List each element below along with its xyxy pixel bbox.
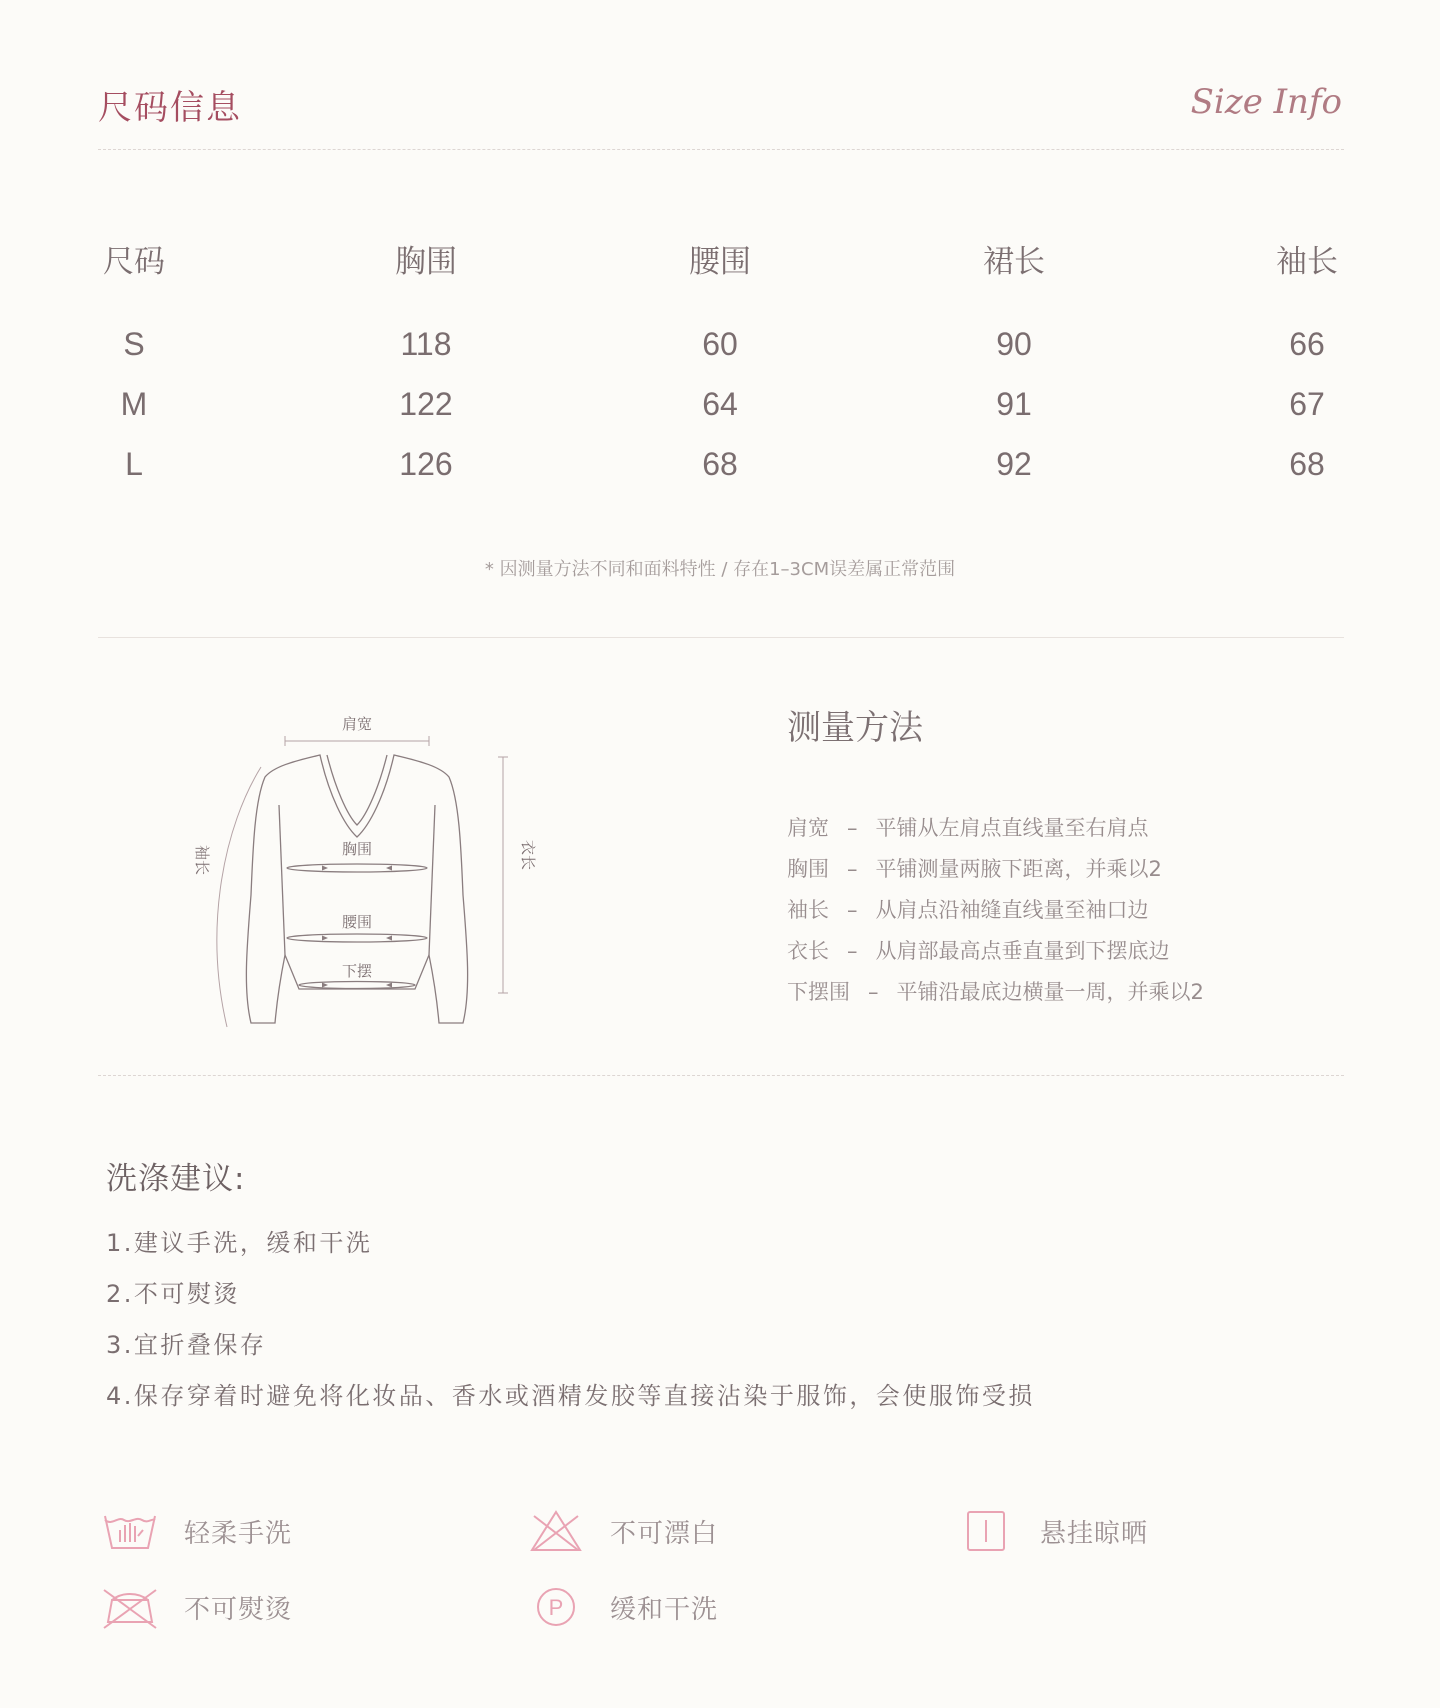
measure-sep: – — [868, 980, 879, 1004]
size-cell: M — [120, 386, 148, 422]
measure-list — [787, 812, 1204, 1017]
list-item — [787, 935, 1204, 976]
waist-cell: 68 — [702, 446, 738, 482]
list-item: 2.不可熨烫 — [106, 1280, 240, 1308]
skirt-length-cell: 90 — [996, 326, 1032, 362]
measure-sep: – — [847, 857, 858, 881]
list-item — [787, 853, 1204, 894]
page-title: 尺码信息 — [98, 88, 242, 128]
care-dry-clean — [528, 1584, 718, 1630]
diagram-label-sleeve: 袖长 — [193, 844, 211, 876]
measure-name: 胸围 — [787, 857, 829, 881]
care-label: 轻柔手洗 — [184, 1518, 293, 1549]
sleeve-cell: 66 — [1289, 326, 1325, 362]
hang-dry-icon — [958, 1508, 1014, 1554]
care-label: 悬挂晾晒 — [1040, 1518, 1149, 1549]
measure-sep: – — [847, 898, 858, 922]
size-cell: L — [125, 446, 143, 482]
measure-desc: 平铺从左肩点直线量至右肩点 — [875, 816, 1149, 840]
care-hang-dry — [958, 1508, 1148, 1554]
care-label: 不可熨烫 — [184, 1594, 293, 1625]
column-header-sleeve: 袖长 — [1276, 244, 1338, 280]
measure-desc: 从肩点沿袖缝直线量至袖口边 — [875, 898, 1149, 922]
chest-cell: 126 — [399, 446, 453, 482]
section-divider — [98, 637, 1344, 638]
measure-sep: – — [847, 939, 858, 963]
header-divider — [98, 149, 1344, 150]
wash-list — [106, 1223, 1035, 1427]
waist-cell: 64 — [702, 386, 738, 422]
right-side-seam — [429, 805, 435, 955]
care-label: 不可漂白 — [610, 1518, 719, 1549]
measure-name: 衣长 — [787, 939, 829, 963]
list-item: 4.保存穿着时避免将化妆品、香水或酒精发胶等直接沾染于服饰，会使服饰受损 — [106, 1382, 1035, 1410]
diagram-label-shoulder: 肩宽 — [341, 715, 373, 733]
tolerance-note: * 因测量方法不同和面料特性 / 存在1–3CM误差属正常范围 — [484, 559, 956, 580]
diagram-label-hem: 下摆 — [341, 962, 373, 980]
page-title-en: Size Info — [1190, 82, 1342, 122]
list-item: 1.建议手洗，缓和干洗 — [106, 1229, 373, 1257]
chest-cell: 122 — [399, 386, 453, 422]
wash-title: 洗涤建议: — [106, 1161, 246, 1197]
care-no-iron — [102, 1584, 292, 1630]
size-cell: S — [123, 326, 145, 362]
table-row — [104, 446, 1344, 506]
hand-wash-icon — [102, 1508, 158, 1554]
list-item — [787, 812, 1204, 853]
measure-desc: 平铺测量两腋下距离，并乘以2 — [875, 857, 1162, 881]
size-table-header — [104, 236, 1344, 326]
column-header-waist: 腰围 — [689, 244, 751, 280]
measure-desc: 从肩部最高点垂直量到下摆底边 — [875, 939, 1170, 963]
measure-sep: – — [847, 816, 858, 840]
column-header-size: 尺码 — [103, 244, 165, 280]
measure-title: 测量方法 — [787, 708, 923, 748]
chest-cell: 118 — [400, 326, 452, 362]
left-side-seam — [279, 805, 285, 955]
list-item — [787, 894, 1204, 935]
care-no-bleach — [528, 1508, 718, 1554]
skirt-length-cell: 91 — [996, 386, 1032, 422]
sleeve-cell: 68 — [1289, 446, 1325, 482]
diagram-label-chest: 胸围 — [341, 840, 373, 858]
waist-cell: 60 — [702, 326, 738, 362]
measure-desc: 平铺沿最底边横量一周，并乘以2 — [896, 980, 1204, 1004]
no-iron-icon — [102, 1584, 158, 1630]
dry-clean-icon — [528, 1584, 584, 1630]
care-hand-wash — [102, 1508, 292, 1554]
care-label: 缓和干洗 — [610, 1594, 719, 1625]
garment-outline — [246, 755, 467, 1023]
no-bleach-icon — [528, 1508, 584, 1554]
measure-name: 肩宽 — [787, 816, 829, 840]
section-divider-dashed — [98, 1075, 1344, 1076]
size-table — [104, 236, 1344, 506]
diagram-label-waist: 腰围 — [341, 913, 373, 931]
list-item — [787, 976, 1204, 1017]
skirt-length-cell: 92 — [996, 446, 1032, 482]
table-row — [104, 326, 1344, 386]
sleeve-cell: 67 — [1289, 386, 1325, 422]
garment-measurement-diagram — [185, 705, 545, 1035]
diagram-label-length: 衣长 — [519, 839, 537, 871]
list-item: 3.宜折叠保存 — [106, 1331, 267, 1359]
measure-name: 下摆围 — [787, 980, 850, 1004]
measure-name: 袖长 — [787, 898, 829, 922]
table-row — [104, 386, 1344, 446]
column-header-skirt-length: 裙长 — [983, 244, 1045, 280]
column-header-chest: 胸围 — [395, 244, 457, 280]
neckline-trim — [327, 755, 387, 825]
svg-text:P: P — [548, 1595, 564, 1620]
